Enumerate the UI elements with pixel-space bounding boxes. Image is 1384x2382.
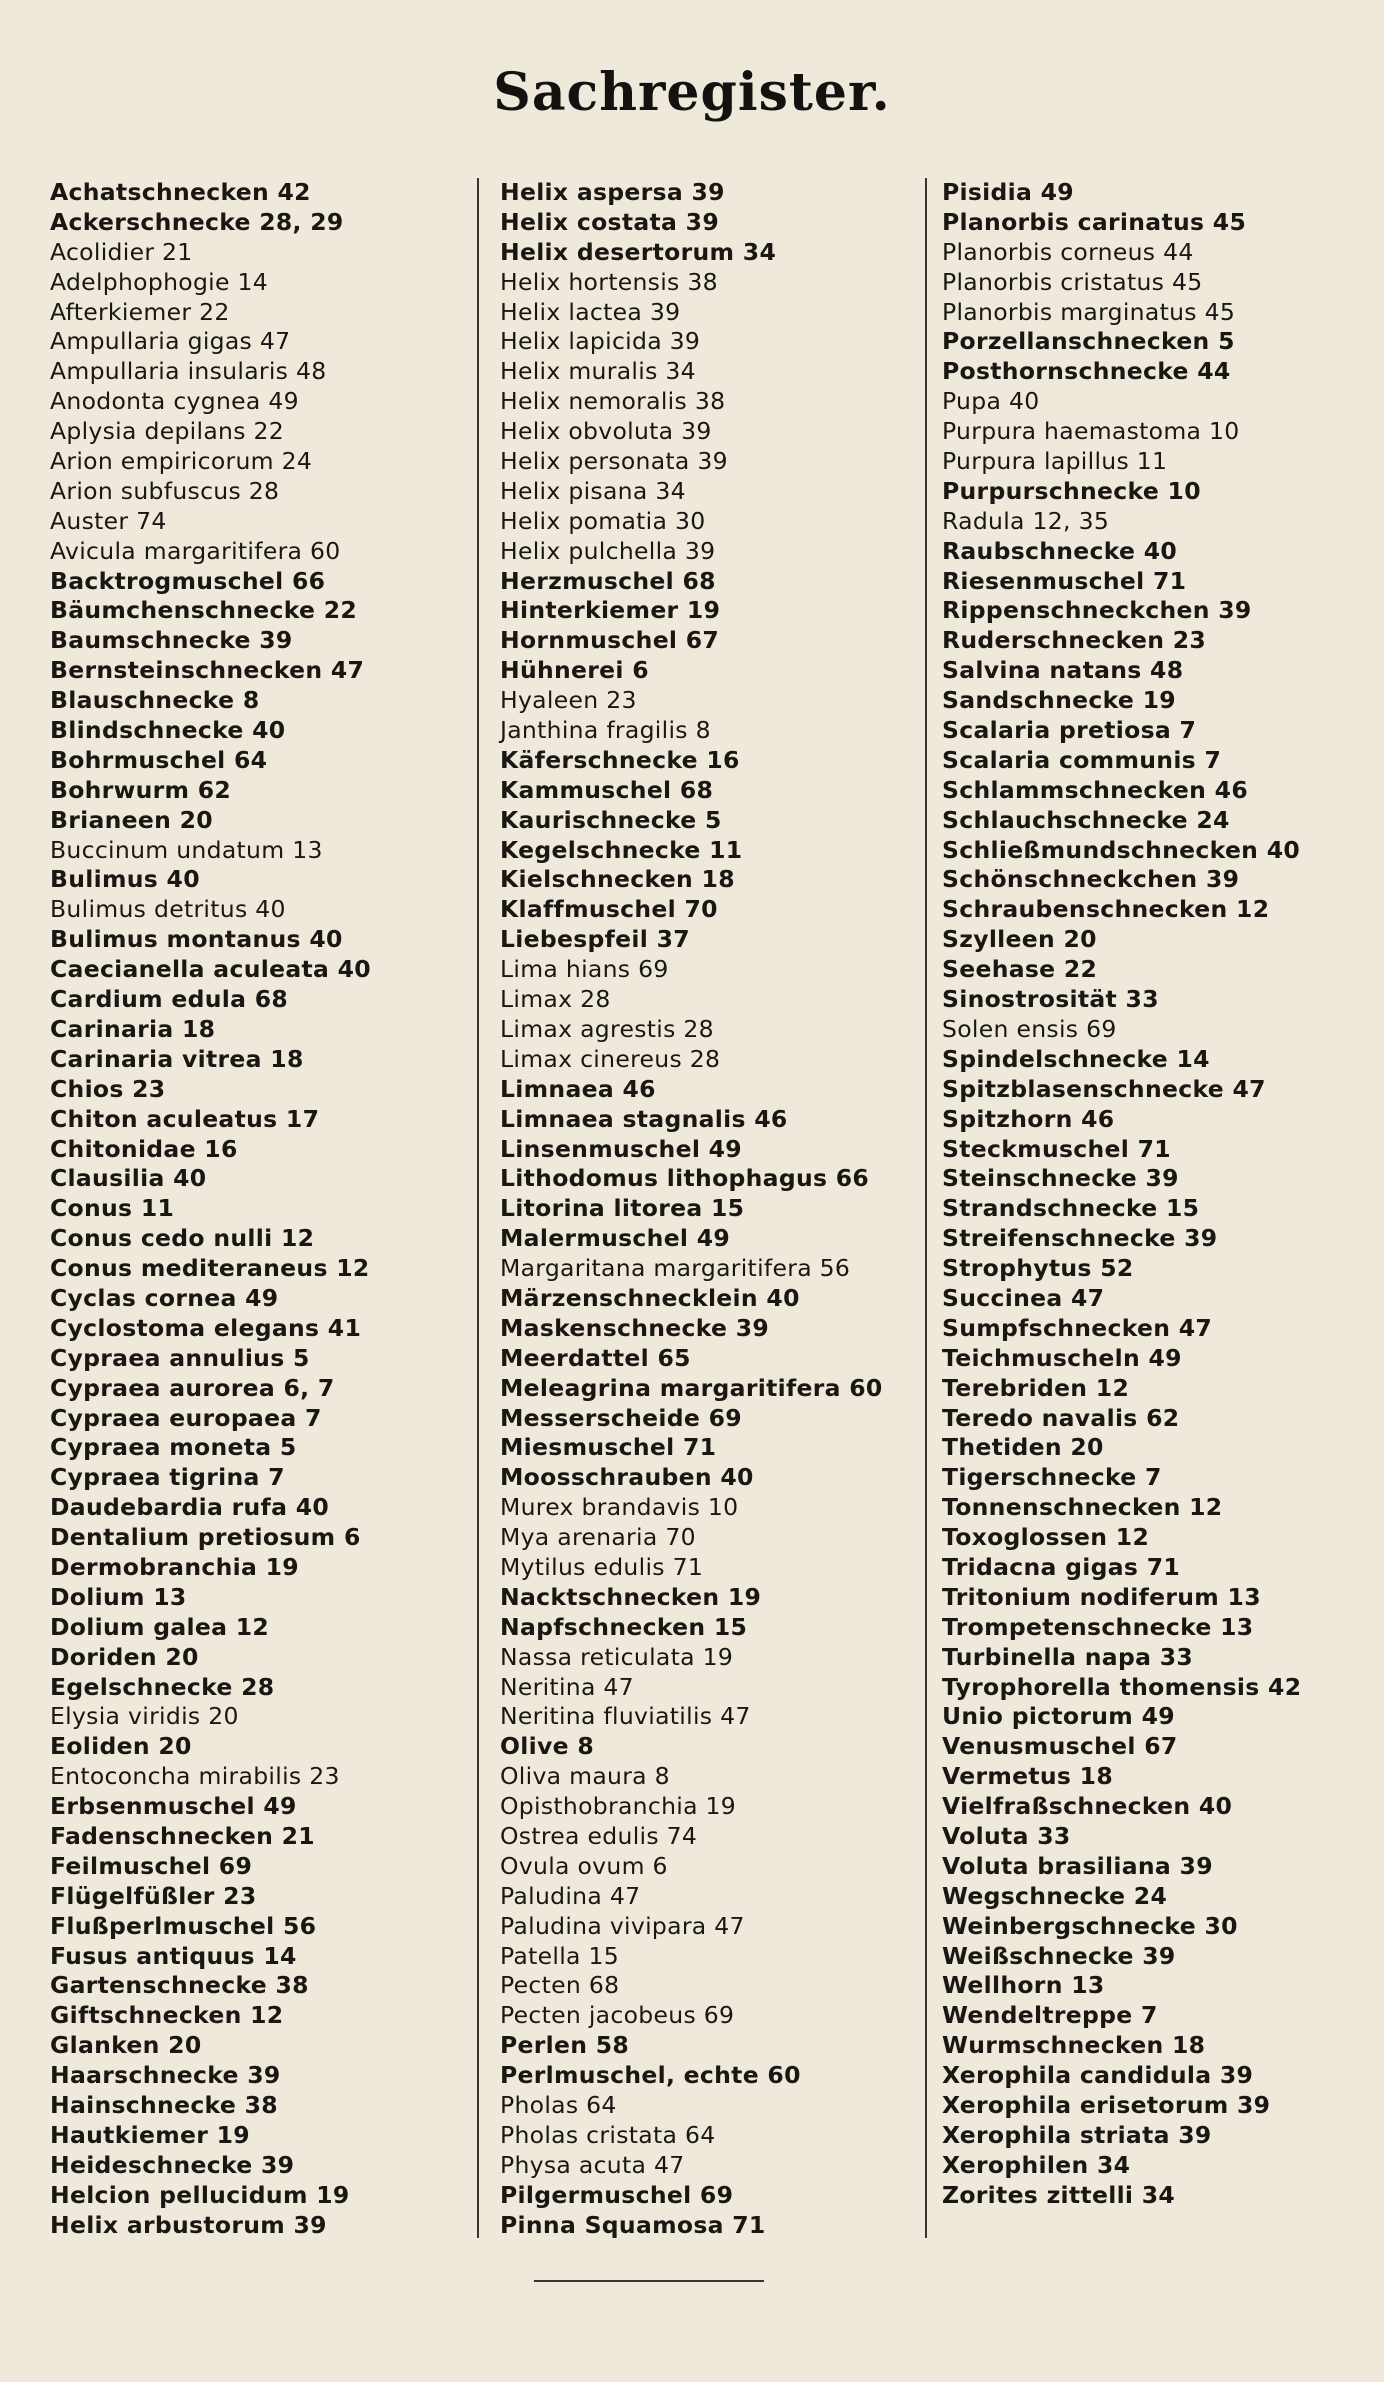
index-entry: Helix pomatia 30 (500, 506, 706, 535)
index-entry: Avicula margaritifera 60 (50, 536, 341, 565)
index-entry: Steinschnecke 39 (942, 1164, 1179, 1193)
index-entry: Schließmundschnecken 40 (942, 835, 1300, 864)
index-entry: Messerscheide 69 (500, 1403, 742, 1432)
index-entry: Mytilus edulis 71 (500, 1552, 704, 1581)
index-entry: Mya arenaria 70 (500, 1523, 696, 1552)
index-entry: Daudebardia rufa 40 (50, 1493, 330, 1522)
index-entry: Planorbis marginatus 45 (942, 297, 1236, 326)
index-entry: Helix desertorum 34 (500, 237, 777, 266)
index-entry: Märzenschnecklein 40 (500, 1283, 800, 1312)
index-entry: Cardium edula 68 (50, 985, 289, 1014)
index-entry: Janthina fragilis 8 (500, 716, 711, 745)
index-entry: Sandschnecke 19 (942, 686, 1176, 715)
index-entry: Chitonidae 16 (50, 1134, 238, 1163)
index-entry: Afterkiemer 22 (50, 297, 230, 326)
index-entry: Miesmuschel 71 (500, 1433, 717, 1462)
index-entry: Purpura haemastoma 10 (942, 417, 1240, 446)
index-entry: Brianeen 20 (50, 805, 213, 834)
index-entry: Helix costata 39 (500, 207, 719, 236)
index-entry: Helix lactea 39 (500, 297, 681, 326)
index-entry: Clausilia 40 (50, 1164, 207, 1193)
index-entry: Dermobranchia 19 (50, 1552, 299, 1581)
index-entry: Strophytus 52 (942, 1254, 1134, 1283)
index-columns (0, 178, 1384, 2258)
index-entry: Achatschnecken 42 (50, 178, 311, 206)
index-entry: Olive 8 (500, 1732, 594, 1761)
index-entry: Opisthobranchia 19 (500, 1792, 737, 1821)
index-entry: Elysia viridis 20 (50, 1702, 239, 1731)
index-entry: Helcion pellucidum 19 (50, 2180, 350, 2209)
index-entry: Cyclostoma elegans 41 (50, 1313, 362, 1342)
index-entry: Carinaria vitrea 18 (50, 1044, 304, 1073)
index-entry: Herzmuschel 68 (500, 566, 716, 595)
index-entry: Kegelschnecke 11 (500, 835, 743, 864)
index-entry: Käferschnecke 16 (500, 745, 740, 774)
index-entry: Bohrmuschel 64 (50, 745, 268, 774)
index-entry: Conus mediteraneus 12 (50, 1254, 370, 1283)
index-entry: Limax 28 (500, 985, 611, 1014)
index-entry: Venusmuschel 67 (942, 1732, 1178, 1761)
index-entry: Physa acuta 47 (500, 2150, 685, 2179)
index-entry: Kammuschel 68 (500, 775, 714, 804)
index-entry: Cypraea europaea 7 (50, 1403, 322, 1432)
index-entry: Pilgermuschel 69 (500, 2180, 734, 2209)
index-entry: Planorbis cristatus 45 (942, 267, 1203, 296)
index-entry: Tridacna gigas 71 (942, 1552, 1180, 1581)
index-entry: Bulimus montanus 40 (50, 925, 343, 954)
index-entry: Turbinella napa 33 (942, 1642, 1194, 1671)
index-entry: Paludina vivipara 47 (500, 1911, 745, 1940)
index-entry: Helix lapicida 39 (500, 327, 701, 356)
index-entry: Helix obvoluta 39 (500, 417, 712, 446)
index-entry: Helix pisana 34 (500, 476, 686, 505)
index-entry: Arion empiricorum 24 (50, 447, 313, 476)
index-entry: Riesenmuschel 71 (942, 566, 1187, 595)
index-entry: Patella 15 (500, 1941, 620, 1970)
index-entry: Trompetenschnecke 13 (942, 1612, 1254, 1641)
index-entry: Posthornschnecke 44 (942, 357, 1231, 386)
index-entry: Haarschnecke 39 (50, 2061, 281, 2090)
index-entry: Planorbis carinatus 45 (942, 207, 1247, 236)
index-entry: Sinostrosität 33 (942, 985, 1159, 1014)
index-entry: Helix muralis 34 (500, 357, 696, 386)
column-divider (925, 178, 927, 2238)
index-entry: Xerophila candidula 39 (942, 2061, 1254, 2090)
index-entry: Pecten 68 (500, 1971, 620, 2000)
index-entry: Backtrogmuschel 66 (50, 566, 326, 595)
index-entry: Carinaria 18 (50, 1014, 216, 1043)
index-entry: Xerophila striata 39 (942, 2120, 1212, 2149)
index-entry: Erbsenmuschel 49 (50, 1792, 297, 1821)
index-entry: Toxoglossen 12 (942, 1523, 1150, 1552)
index-entry: Lithodomus lithophagus 66 (500, 1164, 870, 1193)
index-entry: Anodonta cygnea 49 (50, 387, 299, 416)
index-entry: Ackerschnecke 28, 29 (50, 207, 344, 236)
index-entry: Pisidia 49 (942, 178, 1074, 206)
index-entry: Neritina fluviatilis 47 (500, 1702, 751, 1731)
index-entry: Ampullaria insularis 48 (50, 357, 327, 386)
index-entry: Helix pulchella 39 (500, 536, 716, 565)
end-divider (534, 2280, 764, 2282)
index-entry: Scalaria communis 7 (942, 745, 1222, 774)
index-entry: Wegschnecke 24 (942, 1881, 1168, 1910)
index-entry: Planorbis corneus 44 (942, 237, 1194, 266)
index-entry: Dolium galea 12 (50, 1612, 270, 1641)
index-entry: Voluta brasiliana 39 (942, 1851, 1213, 1880)
index-entry: Szylleen 20 (942, 925, 1097, 954)
index-entry: Spindelschnecke 14 (942, 1044, 1210, 1073)
index-entry: Chios 23 (50, 1074, 166, 1103)
index-entry: Radula 12, 35 (942, 506, 1110, 535)
index-entry: Bulimus 40 (50, 865, 200, 894)
index-entry: Ampullaria gigas 47 (50, 327, 291, 356)
index-entry: Teichmuscheln 49 (942, 1343, 1182, 1372)
index-entry: Fusus antiquus 14 (50, 1941, 297, 1970)
index-entry: Salvina natans 48 (942, 656, 1184, 685)
index-entry: Gartenschnecke 38 (50, 1971, 309, 2000)
index-entry: Pholas 64 (500, 2091, 617, 2119)
index-entry: Tyrophorella thomensis 42 (942, 1672, 1302, 1701)
index-entry: Litorina litorea 15 (500, 1194, 745, 1223)
index-entry: Cypraea moneta 5 (50, 1433, 297, 1462)
index-entry: Moosschrauben 40 (500, 1463, 754, 1492)
index-entry: Hühnerei 6 (500, 656, 649, 685)
index-entry: Feilmuschel 69 (50, 1851, 253, 1880)
index-entry: Terebriden 12 (942, 1373, 1130, 1402)
index-entry: Helix personata 39 (500, 447, 728, 476)
index-entry: Rippenschneckchen 39 (942, 596, 1252, 625)
index-entry: Hinterkiemer 19 (500, 596, 721, 625)
index-entry: Limnaea stagnalis 46 (500, 1104, 788, 1133)
index-entry: Pholas cristata 64 (500, 2120, 716, 2149)
index-entry: Solen ensis 69 (942, 1014, 1117, 1043)
index-entry: Helix nemoralis 38 (500, 387, 726, 416)
index-entry: Maskenschnecke 39 (500, 1313, 770, 1342)
index-entry: Seehase 22 (942, 955, 1098, 984)
index-entry: Hainschnecke 38 (50, 2091, 278, 2119)
index-entry: Meleagrina margaritifera 60 (500, 1373, 883, 1402)
index-entry: Purpura lapillus 11 (942, 447, 1168, 476)
index-entry: Schönschneckchen 39 (942, 865, 1240, 894)
index-entry: Wurmschnecken 18 (942, 2031, 1206, 2060)
index-entry: Weißschnecke 39 (942, 1941, 1176, 1970)
index-entry: Cyclas cornea 49 (50, 1283, 279, 1312)
index-entry: Acolidier 21 (50, 237, 193, 266)
index-entry: Ruderschnecken 23 (942, 626, 1207, 655)
index-entry: Xerophilen 34 (942, 2150, 1131, 2179)
index-entry: Caecianella aculeata 40 (50, 955, 371, 984)
index-entry: Limnaea 46 (500, 1074, 656, 1103)
index-entry: Heideschnecke 39 (50, 2150, 295, 2179)
index-entry: Baumschnecke 39 (50, 626, 293, 655)
index-entry: Tonnenschnecken 12 (942, 1493, 1223, 1522)
index-entry: Unio pictorum 49 (942, 1702, 1175, 1731)
index-entry: Pupa 40 (942, 387, 1040, 416)
index-entry: Strandschnecke 15 (942, 1194, 1200, 1223)
index-entry: Flußperlmuschel 56 (50, 1911, 317, 1940)
index-entry: Zorites zittelli 34 (942, 2180, 1176, 2209)
index-column-2 (500, 178, 930, 2240)
column-divider (477, 178, 479, 2238)
index-entry: Wellhorn 13 (942, 1971, 1105, 2000)
index-entry: Scalaria pretiosa 7 (942, 716, 1197, 745)
index-entry: Murex brandavis 10 (500, 1493, 739, 1522)
index-entry: Entoconcha mirabilis 23 (50, 1762, 340, 1791)
index-entry: Flügelfüßler 23 (50, 1881, 257, 1910)
index-entry: Ovula ovum 6 (500, 1851, 668, 1880)
index-entry: Glanken 20 (50, 2031, 202, 2060)
index-entry: Steckmuschel 71 (942, 1134, 1171, 1163)
index-entry: Voluta 33 (942, 1821, 1071, 1850)
index-entry: Teredo navalis 62 (942, 1403, 1180, 1432)
index-entry: Cypraea annulius 5 (50, 1343, 310, 1372)
index-entry: Spitzhorn 46 (942, 1104, 1115, 1133)
index-entry: Pecten jacobeus 69 (500, 2001, 735, 2030)
index-entry: Margaritana margaritifera 56 (500, 1254, 851, 1283)
index-entry: Ostrea edulis 74 (500, 1821, 698, 1850)
index-entry: Doriden 20 (50, 1642, 199, 1671)
index-entry: Weinbergschnecke 30 (942, 1911, 1238, 1940)
index-entry: Malermuschel 49 (500, 1224, 731, 1253)
index-entry: Napfschnecken 15 (500, 1612, 748, 1641)
index-entry: Bulimus detritus 40 (50, 895, 286, 924)
index-entry: Limax agrestis 28 (500, 1014, 714, 1043)
index-entry: Schlammschnecken 46 (942, 775, 1248, 804)
index-column-3 (942, 178, 1372, 2211)
index-entry: Thetiden 20 (942, 1433, 1104, 1462)
index-entry: Chiton aculeatus 17 (50, 1104, 320, 1133)
index-entry: Kaurischnecke 5 (500, 805, 722, 834)
index-entry: Klaffmuschel 70 (500, 895, 718, 924)
index-entry: Linsenmuschel 49 (500, 1134, 742, 1163)
index-entry: Sumpfschnecken 47 (942, 1313, 1213, 1342)
index-entry: Nacktschnecken 19 (500, 1582, 762, 1611)
index-entry: Perlen 58 (500, 2031, 630, 2060)
index-entry: Kielschnecken 18 (500, 865, 735, 894)
index-entry: Giftschnecken 12 (50, 2001, 284, 2030)
index-entry: Bohrwurm 62 (50, 775, 232, 804)
index-entry: Hyaleen 23 (500, 686, 637, 715)
index-entry: Vermetus 18 (942, 1762, 1113, 1791)
index-entry: Helix aspersa 39 (500, 178, 725, 206)
index-entry: Fadenschnecken 21 (50, 1821, 315, 1850)
index-entry: Tritonium nodiferum 13 (942, 1582, 1261, 1611)
index-entry: Spitzblasenschnecke 47 (942, 1074, 1266, 1103)
index-entry: Hornmuschel 67 (500, 626, 720, 655)
index-entry: Hautkiemer 19 (50, 2120, 250, 2149)
index-entry: Helix arbustorum 39 (50, 2210, 327, 2239)
index-entry: Blauschnecke 8 (50, 686, 260, 715)
index-entry: Oliva maura 8 (500, 1762, 670, 1791)
index-entry: Egelschnecke 28 (50, 1672, 275, 1701)
index-entry: Perlmuschel, echte 60 (500, 2061, 801, 2090)
index-entry: Purpurschnecke 10 (942, 476, 1201, 505)
index-entry: Paludina 47 (500, 1881, 641, 1910)
index-entry: Liebespfeil 37 (500, 925, 690, 954)
index-entry: Schlauchschnecke 24 (942, 805, 1230, 834)
index-entry: Vielfraßschnecken 40 (942, 1792, 1233, 1821)
index-entry: Nassa reticulata 19 (500, 1642, 734, 1671)
index-entry: Limax cinereus 28 (500, 1044, 721, 1073)
index-entry: Adelphophogie 14 (50, 267, 269, 296)
index-entry: Eoliden 20 (50, 1732, 192, 1761)
index-entry: Pinna Squamosa 71 (500, 2210, 766, 2239)
index-entry: Succinea 47 (942, 1283, 1105, 1312)
index-entry: Lima hians 69 (500, 955, 669, 984)
index-column-1 (50, 178, 480, 2240)
index-entry: Helix hortensis 38 (500, 267, 718, 296)
index-entry: Cypraea aurorea 6, 7 (50, 1373, 335, 1402)
index-entry: Meerdattel 65 (500, 1343, 691, 1372)
index-entry: Cypraea tigrina 7 (50, 1463, 285, 1492)
index-entry: Schraubenschnecken 12 (942, 895, 1270, 924)
index-entry: Porzellanschnecken 5 (942, 327, 1235, 356)
index-entry: Conus 11 (50, 1194, 175, 1223)
index-entry: Xerophila erisetorum 39 (942, 2091, 1271, 2119)
page-title: Sachregister. (493, 62, 891, 123)
index-entry: Buccinum undatum 13 (50, 835, 323, 864)
index-entry: Wendeltreppe 7 (942, 2001, 1158, 2030)
index-entry: Bernsteinschnecken 47 (50, 656, 365, 685)
index-entry: Arion subfuscus 28 (50, 476, 280, 505)
index-entry: Tigerschnecke 7 (942, 1463, 1162, 1492)
index-entry: Neritina 47 (500, 1672, 634, 1701)
index-entry: Dolium 13 (50, 1582, 187, 1611)
index-entry: Blindschnecke 40 (50, 716, 286, 745)
index-entry: Auster 74 (50, 506, 167, 535)
index-entry: Streifenschnecke 39 (942, 1224, 1218, 1253)
index-entry: Bäumchenschnecke 22 (50, 596, 358, 625)
index-entry: Raubschnecke 40 (942, 536, 1178, 565)
index-entry: Aplysia depilans 22 (50, 417, 285, 446)
index-entry: Conus cedo nulli 12 (50, 1224, 315, 1253)
index-entry: Dentalium pretiosum 6 (50, 1523, 361, 1552)
